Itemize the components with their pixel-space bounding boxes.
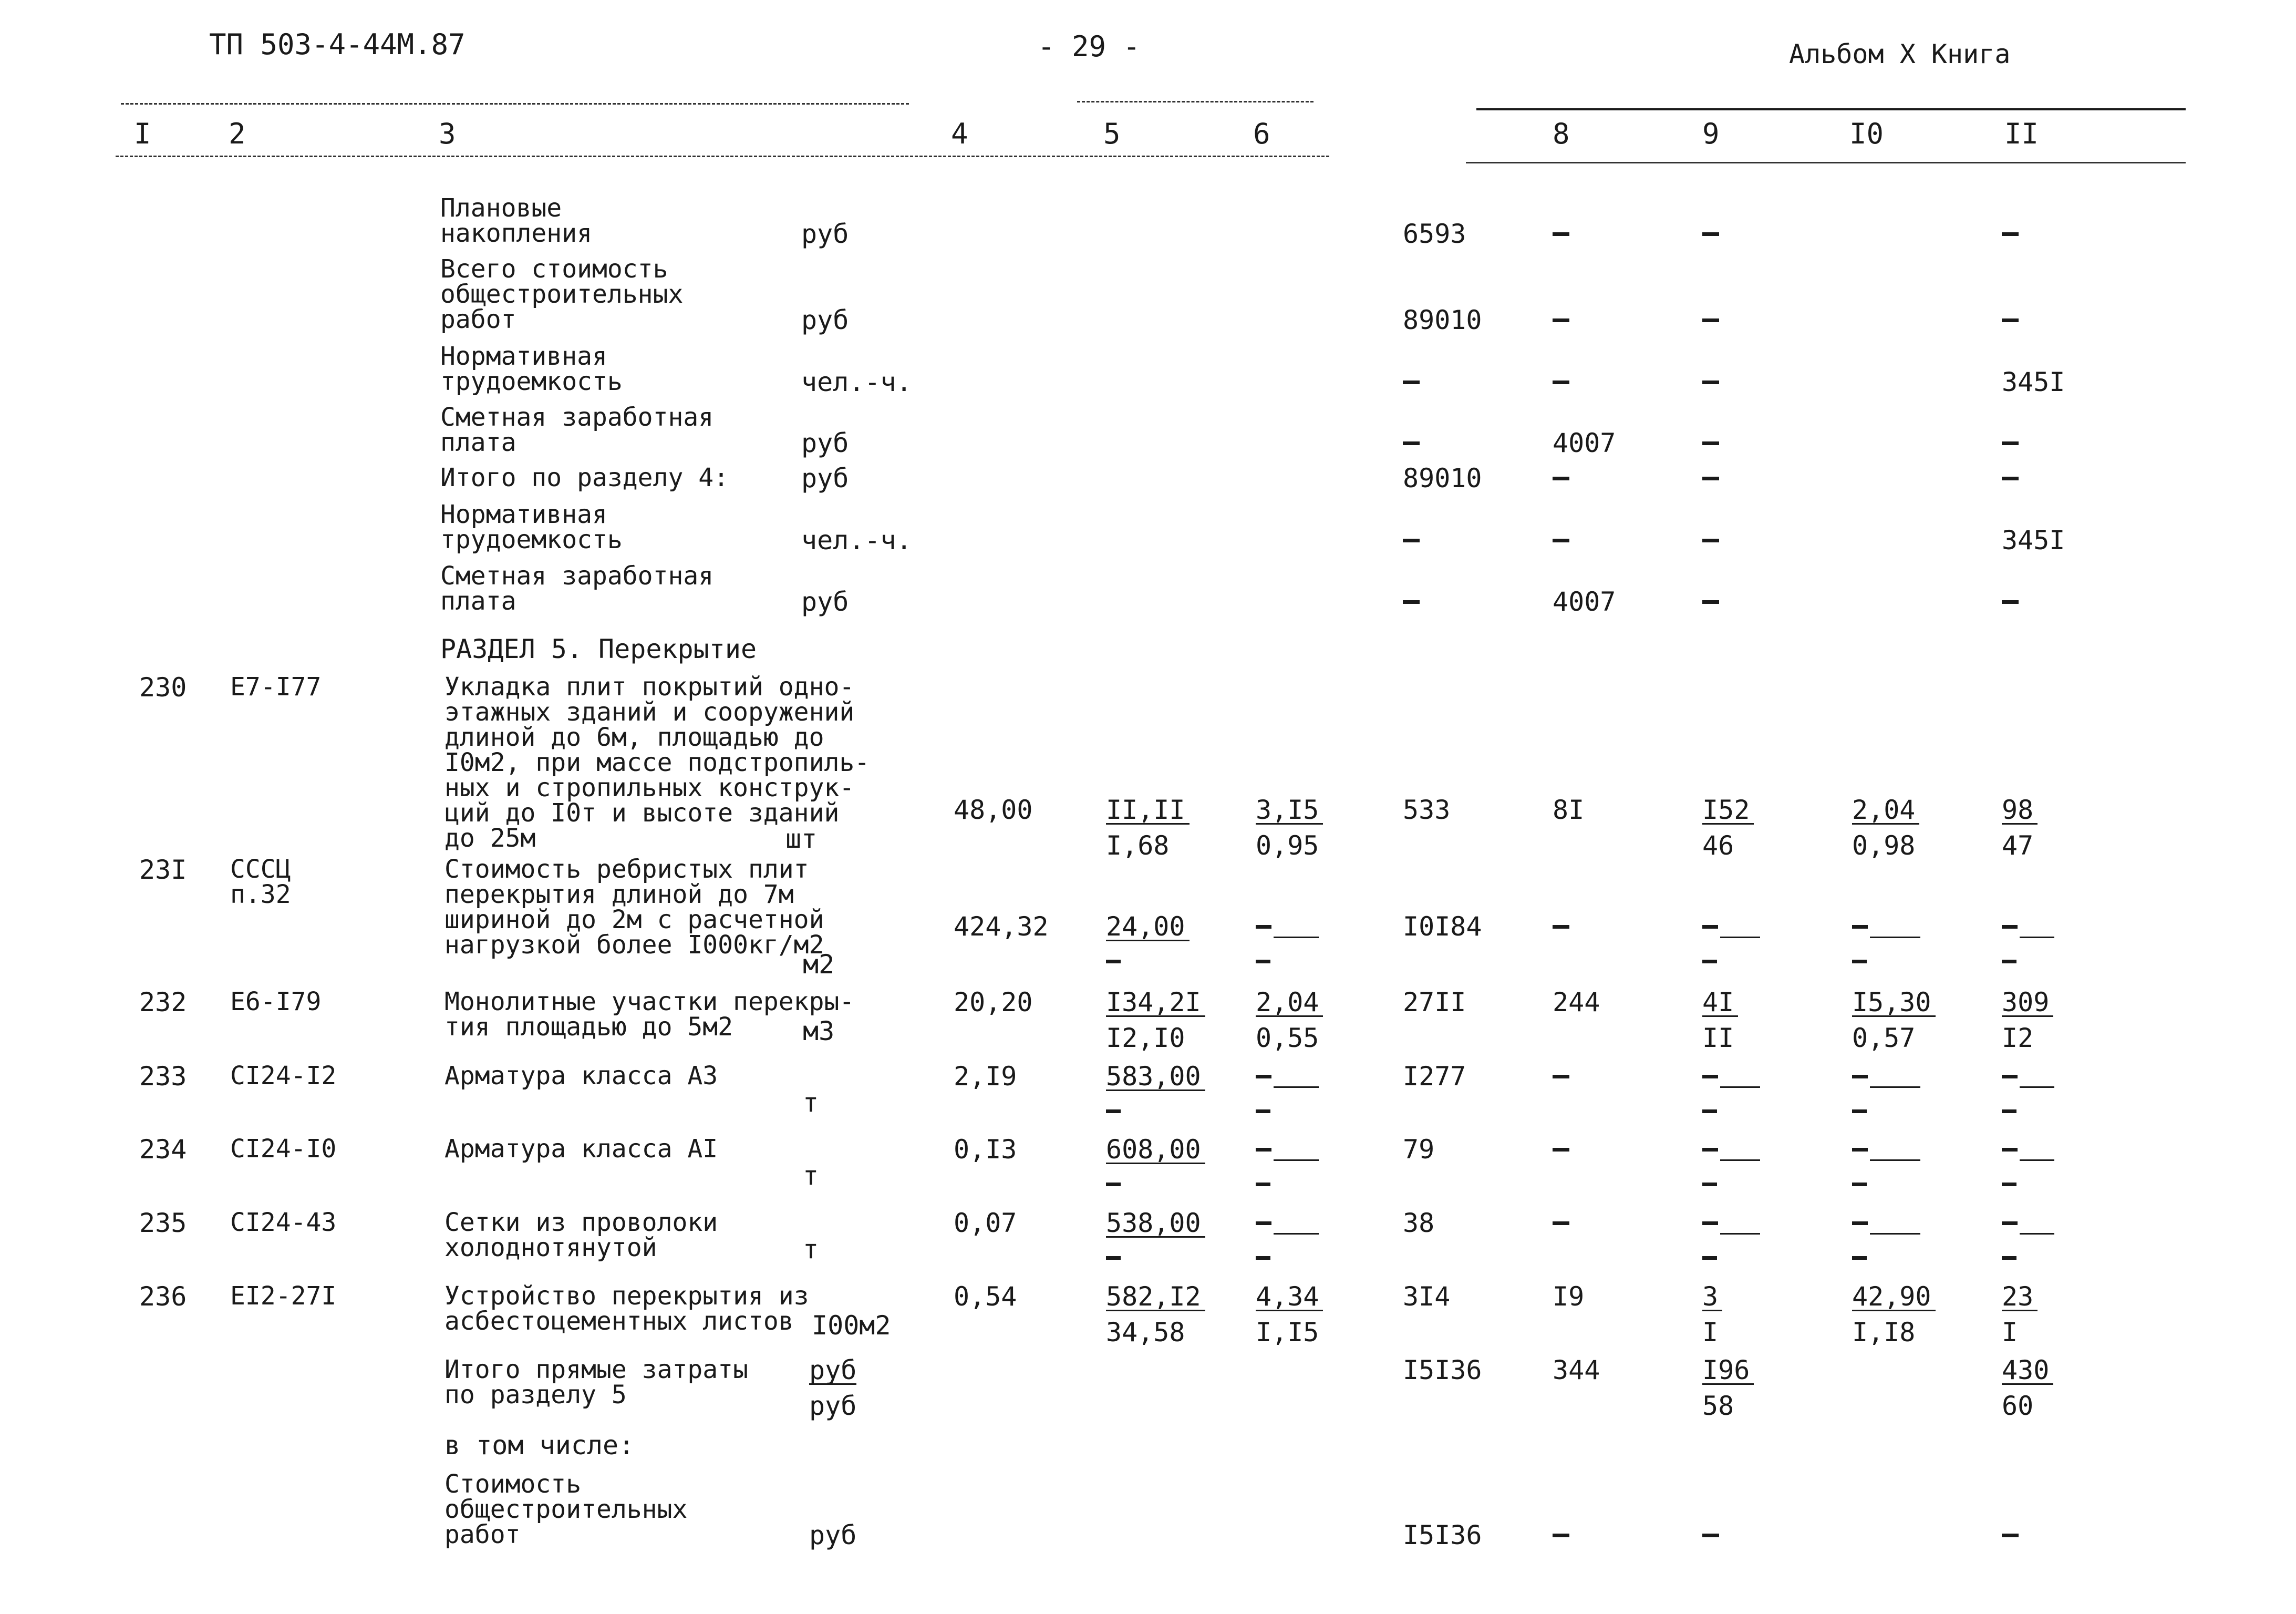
dash-mark	[1106, 1102, 1121, 1121]
norm-code: Е6-I79	[230, 987, 322, 1016]
section-title: РАЗДЕЛ 5. Перекрытие	[440, 634, 757, 664]
unit: м2	[803, 949, 835, 980]
dash-mark	[2002, 1102, 2016, 1121]
dash-mark	[2002, 593, 2019, 612]
summary-unit: руб	[801, 463, 849, 494]
dash-mark	[1403, 593, 1420, 612]
dash-mark	[1702, 225, 1719, 244]
dash-mark	[1553, 469, 1569, 488]
work-description: Арматура класса А3	[444, 1061, 718, 1091]
work-description: Сетки из проволоки холоднотянутой	[444, 1208, 718, 1262]
page-number: - 29 -	[1038, 30, 1141, 63]
cell-value: 4007	[1553, 587, 1616, 617]
header-bottom-rule-right	[1466, 162, 2186, 163]
dash-mark	[1106, 1249, 1121, 1268]
dash-mark	[1553, 918, 1569, 937]
dash-mark	[1702, 1526, 1719, 1545]
dash-mark	[1702, 1102, 1717, 1121]
quantity: 0,54	[954, 1281, 1017, 1312]
fraction-bar	[2020, 1159, 2054, 1161]
unit: т	[803, 1160, 819, 1191]
norm-code: СI24-I0	[230, 1134, 337, 1164]
summary-description: Сметная заработная плата	[440, 403, 714, 457]
quantity: 20,20	[954, 987, 1033, 1017]
fraction-denominator: 0,98	[1852, 830, 1916, 861]
column-header: 9	[1702, 117, 1720, 150]
fraction-bar	[2020, 1086, 2054, 1088]
fraction-bar	[2020, 937, 2054, 938]
row-number: 235	[139, 1208, 187, 1238]
fraction-numerator: 2,04	[1852, 797, 1919, 825]
fraction-denominator: 34,58	[1106, 1317, 1185, 1348]
album-label: Альбом X Книга	[1789, 39, 2011, 69]
summary-description: Нормативная трудоемкость	[440, 500, 623, 554]
quantity: 2,I9	[954, 1061, 1017, 1092]
header-bottom-rule-left	[116, 156, 1329, 157]
fraction-numerator: I34,2I	[1106, 989, 1205, 1017]
dash-mark	[2002, 1175, 2016, 1194]
row-number: 23I	[139, 855, 187, 885]
fraction-numerator: 430	[2002, 1357, 2053, 1385]
fraction-bar	[1274, 1086, 1319, 1088]
fraction-numerator: 538,00	[1106, 1210, 1205, 1238]
fraction-numerator: 3,I5	[1256, 797, 1323, 825]
dash-mark	[1553, 1214, 1569, 1233]
dash-mark	[1702, 593, 1719, 612]
fraction-numerator: 582,I2	[1106, 1283, 1205, 1311]
fraction-numerator: 583,00	[1106, 1063, 1205, 1091]
work-description: Стоимость ребристых плит перекрытия длиной до 7м шириной до 2м с расчетной нагрузкой более I000кг/м2	[444, 855, 824, 960]
fraction-bar	[1870, 1233, 1920, 1235]
summary-unit: чел.-ч.	[801, 367, 912, 397]
fraction-bar	[1870, 1086, 1920, 1088]
dash-mark	[1852, 1249, 1867, 1268]
dash-mark	[1256, 1140, 1271, 1159]
column-header: 2	[229, 117, 246, 150]
dash-mark	[1852, 1067, 1868, 1086]
summary-unit: чел.-ч.	[801, 525, 912, 556]
norm-code: ЕI2-27I	[230, 1281, 337, 1311]
summary-description: Нормативная трудоемкость	[440, 342, 623, 396]
total-value: I5I36	[1403, 1355, 1482, 1385]
dash-mark	[1553, 1526, 1569, 1545]
cell-value: 345I	[2002, 525, 2065, 556]
summary-unit: руб	[801, 219, 849, 249]
fraction-denominator: 47	[2002, 830, 2034, 861]
column-header: 3	[439, 117, 456, 150]
summary-description: Плановые накопления	[440, 193, 592, 248]
total-unit-top: руб	[809, 1355, 857, 1385]
total-unit-bottom: руб	[809, 1391, 857, 1421]
norm-code: СССЦ п.32	[230, 855, 291, 909]
fraction-denominator: I	[2002, 1317, 2018, 1348]
dash-mark	[1256, 1249, 1270, 1268]
cell-value: 6593	[1403, 219, 1466, 249]
fraction-denominator: I,I5	[1256, 1317, 1319, 1348]
fraction-denominator: II	[1702, 1023, 1734, 1053]
summary-description: Стоимость общестроительных работ	[444, 1469, 688, 1549]
header-dashed-line	[121, 103, 909, 105]
dash-mark	[1702, 373, 1719, 392]
cell-value: 4007	[1553, 428, 1616, 458]
fraction-numerator: 98	[2002, 797, 2038, 825]
dash-mark	[2002, 311, 2019, 330]
fraction-denominator: I2	[2002, 1023, 2034, 1053]
dash-mark	[1553, 1067, 1569, 1086]
dash-mark	[1702, 1067, 1718, 1086]
fraction-denominator: 46	[1702, 830, 1734, 861]
dash-mark	[1256, 1214, 1271, 1233]
cell-value: 89010	[1403, 305, 1482, 335]
cell-value: I5I36	[1403, 1520, 1482, 1550]
header-top-rule	[1476, 108, 2186, 110]
fraction-bar	[1720, 1159, 1760, 1161]
dash-mark	[1702, 1175, 1717, 1194]
row-number: 234	[139, 1134, 187, 1165]
fraction-denominator: I2,I0	[1106, 1023, 1185, 1053]
unit: шт	[785, 824, 818, 854]
dash-mark	[2002, 952, 2016, 971]
fraction-bar	[1274, 1159, 1319, 1161]
fraction-numerator: 23	[2002, 1283, 2038, 1311]
dash-mark	[1852, 952, 1867, 971]
summary-description: Сметная заработная плата	[440, 561, 714, 616]
fraction-bar	[1720, 937, 1760, 938]
column-header: 5	[1103, 117, 1121, 150]
fraction-numerator: 24,00	[1106, 913, 1190, 941]
dash-mark	[1702, 1214, 1718, 1233]
fraction-bar	[1870, 937, 1920, 938]
fraction-bar	[1720, 1233, 1760, 1235]
cell-value: 27II	[1403, 987, 1466, 1017]
dash-mark	[1702, 1140, 1718, 1159]
dash-mark	[1553, 531, 1569, 550]
cell-value: 8I	[1553, 795, 1585, 825]
column-header: 8	[1553, 117, 1570, 150]
summary-unit: руб	[801, 428, 849, 458]
work-description: Монолитные участки перекры- тия площадью до 5м2	[444, 987, 855, 1042]
column-header: II	[2004, 117, 2039, 150]
row-number: 233	[139, 1061, 187, 1092]
fraction-bar	[2020, 1233, 2054, 1235]
dash-mark	[1256, 918, 1271, 937]
unit: I00м2	[812, 1310, 891, 1341]
cell-value: I0I84	[1403, 911, 1482, 942]
dash-mark	[1553, 311, 1569, 330]
fraction-bar	[1274, 1233, 1319, 1235]
dash-mark	[1702, 952, 1717, 971]
fraction-numerator: 4,34	[1256, 1283, 1323, 1311]
cell-value: 533	[1403, 795, 1451, 825]
header-dashed-line	[1077, 101, 1314, 102]
fraction-numerator: I5,30	[1852, 989, 1936, 1017]
fraction-numerator: 3	[1702, 1283, 1722, 1311]
dash-mark	[2002, 1067, 2018, 1086]
cell-value: 3I4	[1403, 1281, 1451, 1312]
cell-value: 345I	[2002, 367, 2065, 397]
dash-mark	[1702, 918, 1718, 937]
unit: м3	[803, 1016, 835, 1046]
work-description: Укладка плит покрытий одно- этажных зданий и сооружений длиной до 6м, площадью до I0м2, при массе подстропиль- ных и стропильных конструк- ций до I0т и высоте зданий до 25м	[444, 672, 870, 853]
summary-unit: руб	[801, 587, 849, 617]
dash-mark	[1702, 531, 1719, 550]
dash-mark	[1403, 373, 1420, 392]
fraction-denominator: 58	[1702, 1391, 1734, 1421]
cell-value: 79	[1403, 1134, 1435, 1165]
dash-mark	[1553, 373, 1569, 392]
column-header: I0	[1849, 117, 1884, 150]
dash-mark	[1553, 1140, 1569, 1159]
dash-mark	[1852, 1102, 1867, 1121]
fraction-numerator: I52	[1702, 797, 1754, 825]
dash-mark	[2002, 1249, 2016, 1268]
quantity: 48,00	[954, 795, 1033, 825]
dash-mark	[1702, 434, 1719, 453]
dash-mark	[1702, 1249, 1717, 1268]
dash-mark	[2002, 1526, 2019, 1545]
row-number: 232	[139, 987, 187, 1017]
dash-mark	[1852, 1175, 1867, 1194]
dash-mark	[1702, 469, 1719, 488]
fraction-numerator: 42,90	[1852, 1283, 1936, 1311]
fraction-denominator: I,68	[1106, 830, 1170, 861]
fraction-numerator: 4I	[1702, 989, 1738, 1017]
dash-mark	[2002, 918, 2018, 937]
total-value: 344	[1553, 1355, 1600, 1385]
row-number: 230	[139, 672, 187, 703]
fraction-denominator: 0,55	[1256, 1023, 1319, 1053]
row-number: 236	[139, 1281, 187, 1312]
cell-value: I277	[1403, 1061, 1466, 1092]
dash-mark	[1106, 1175, 1121, 1194]
fraction-numerator: 309	[2002, 989, 2053, 1017]
norm-code: СI24-I2	[230, 1061, 337, 1091]
fraction-numerator: 2,04	[1256, 989, 1323, 1017]
fraction-denominator: I,I8	[1852, 1317, 1916, 1348]
summary-description: Всего стоимость общестроительных работ	[440, 254, 684, 334]
dash-mark	[2002, 1140, 2018, 1159]
dash-mark	[1256, 1175, 1270, 1194]
quantity: 424,32	[954, 911, 1049, 942]
dash-mark	[1403, 434, 1420, 453]
dash-mark	[1403, 531, 1420, 550]
fraction-denominator: 60	[2002, 1391, 2034, 1421]
norm-code: Е7-I77	[230, 672, 322, 702]
summary-unit: руб	[801, 305, 849, 335]
column-header: 6	[1253, 117, 1270, 150]
fraction-denominator: 0,95	[1256, 830, 1319, 861]
column-header: I	[134, 117, 151, 150]
fraction-numerator: II,II	[1106, 797, 1190, 825]
dash-mark	[2002, 434, 2019, 453]
dash-mark	[2002, 469, 2019, 488]
fraction-denominator: I	[1702, 1317, 1719, 1348]
fraction-bar	[1870, 1159, 1920, 1161]
work-description: Устройство перекрытия из асбестоцементных листов	[444, 1281, 809, 1336]
dash-mark	[1553, 225, 1569, 244]
dash-mark	[1852, 918, 1868, 937]
dash-mark	[2002, 225, 2019, 244]
cell-value: I9	[1553, 1281, 1585, 1312]
unit: т	[803, 1087, 819, 1118]
cell-value: 38	[1403, 1208, 1435, 1238]
fraction-denominator: 0,57	[1852, 1023, 1916, 1053]
document-code: ТП 503-4-44М.87	[209, 28, 466, 61]
including-label: в том числе:	[444, 1430, 635, 1461]
column-header: 4	[951, 117, 968, 150]
dash-mark	[1852, 1140, 1868, 1159]
dash-mark	[1852, 1214, 1868, 1233]
dash-mark	[1256, 952, 1270, 971]
fraction-numerator: I96	[1702, 1357, 1754, 1385]
fraction-bar	[1274, 937, 1319, 938]
work-description: Арматура класса АI	[444, 1134, 718, 1164]
dash-mark	[1256, 1067, 1271, 1086]
dash-mark	[1702, 311, 1719, 330]
quantity: 0,I3	[954, 1134, 1017, 1165]
quantity: 0,07	[954, 1208, 1017, 1238]
dash-mark	[1256, 1102, 1270, 1121]
norm-code: СI24-43	[230, 1208, 337, 1237]
summary-description: Итого по разделу 4:	[440, 463, 729, 492]
fraction-numerator: 608,00	[1106, 1136, 1205, 1164]
unit: т	[803, 1234, 819, 1265]
fraction-bar	[1720, 1086, 1760, 1088]
cell-value: 244	[1553, 987, 1600, 1017]
cell-value: 89010	[1403, 463, 1482, 494]
dash-mark	[1106, 952, 1121, 971]
summary-unit: руб	[809, 1520, 857, 1550]
dash-mark	[2002, 1214, 2018, 1233]
total-description: Итого прямые затраты по разделу 5	[444, 1355, 748, 1410]
